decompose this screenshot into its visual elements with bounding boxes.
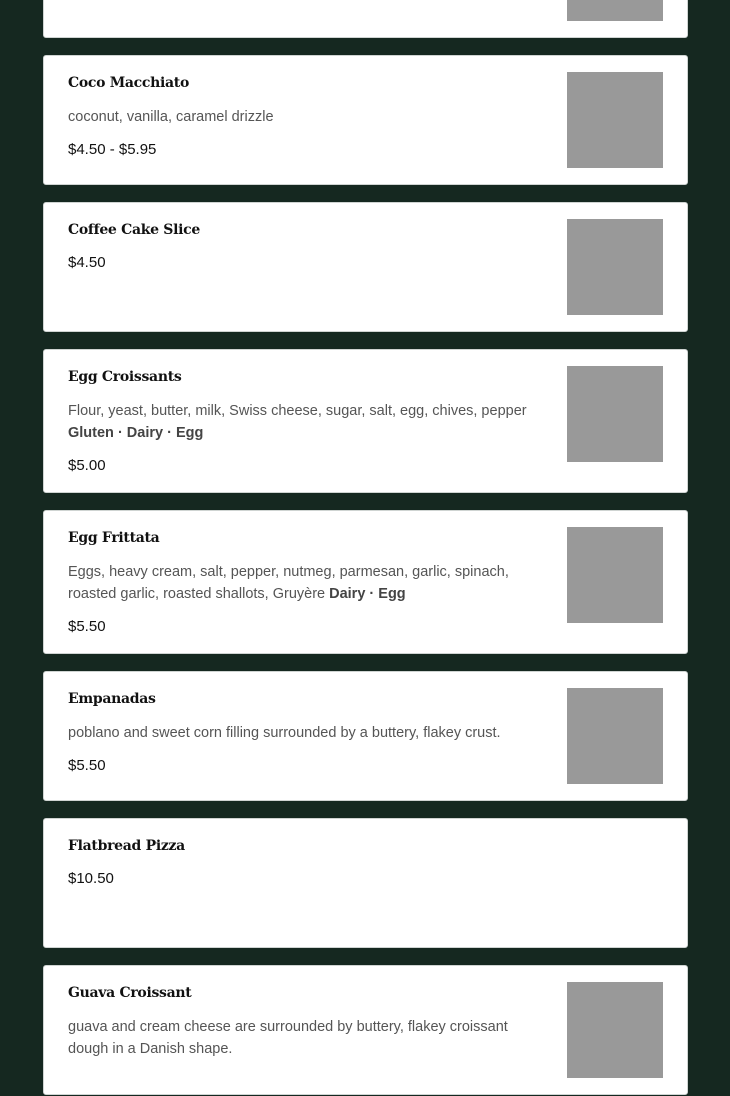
menu-item-image <box>567 688 663 784</box>
menu-item-description <box>68 1016 552 1060</box>
menu-item-price: $4.50 - $5.95 <box>68 141 157 158</box>
menu-item-description-text: guava and cream cheese are surrounded by buttery, flakey croissant dough in a Danish shape. <box>68 1019 508 1057</box>
menu-item-price: $10.50 <box>68 870 114 887</box>
menu-item-price: $5.00 <box>68 457 106 474</box>
menu-item-description <box>68 722 552 744</box>
menu-item-price: $5.50 <box>68 757 106 774</box>
menu-item-card-2[interactable] <box>43 202 688 332</box>
menu-item-body <box>68 689 552 776</box>
menu-item-price: $5.50 <box>68 618 106 635</box>
menu-item-image <box>567 219 663 315</box>
menu-item-image <box>567 72 663 168</box>
menu-item-description <box>68 106 552 128</box>
menu-item-allergen-tags: Dairy · Egg <box>325 586 406 602</box>
menu-item-body <box>68 983 552 1060</box>
menu-item-description-text: Flour, yeast, butter, milk, Swiss cheese, sugar, salt, egg, chives, pepper <box>68 403 527 419</box>
menu-item-description-text: poblano and sweet corn filling surrounded by a buttery, flakey crust. <box>68 725 501 741</box>
menu-item-card-0[interactable] <box>43 0 688 38</box>
menu-item-price: $4.50 <box>68 254 106 271</box>
menu-item-body <box>68 528 552 637</box>
menu-list <box>43 0 688 1096</box>
menu-item-body <box>68 367 552 476</box>
menu-item-description <box>68 561 552 605</box>
menu-item-image <box>567 0 663 21</box>
menu-item-name: Egg Frittata <box>68 530 160 546</box>
menu-item-image <box>567 982 663 1078</box>
menu-item-name: Egg Croissants <box>68 369 182 385</box>
menu-item-allergen-tags: Gluten · Dairy · Egg <box>68 425 204 441</box>
menu-item-card-4[interactable] <box>43 510 688 654</box>
menu-item-image <box>567 366 663 462</box>
menu-item-body <box>68 836 552 889</box>
menu-item-name: Flatbread Pizza <box>68 838 185 854</box>
menu-item-card-7[interactable] <box>43 965 688 1095</box>
menu-item-body <box>68 73 552 160</box>
menu-item-card-3[interactable] <box>43 349 688 493</box>
menu-item-description-text: Eggs, heavy cream, salt, pepper, nutmeg, parmesan, garlic, spinach, roasted garlic, roasted shallots, Gruyère <box>68 564 509 602</box>
menu-item-card-5[interactable] <box>43 671 688 801</box>
menu-item-name: Guava Croissant <box>68 985 192 1001</box>
menu-item-name: Coco Macchiato <box>68 75 190 91</box>
menu-item-card-1[interactable] <box>43 55 688 185</box>
menu-item-card-6[interactable] <box>43 818 688 948</box>
menu-item-description-text: coconut, vanilla, caramel drizzle <box>68 109 274 125</box>
menu-item-name: Coffee Cake Slice <box>68 222 200 238</box>
menu-item-image <box>567 527 663 623</box>
menu-item-body <box>68 220 552 273</box>
menu-item-description <box>68 400 552 444</box>
menu-item-name: Empanadas <box>68 691 156 707</box>
